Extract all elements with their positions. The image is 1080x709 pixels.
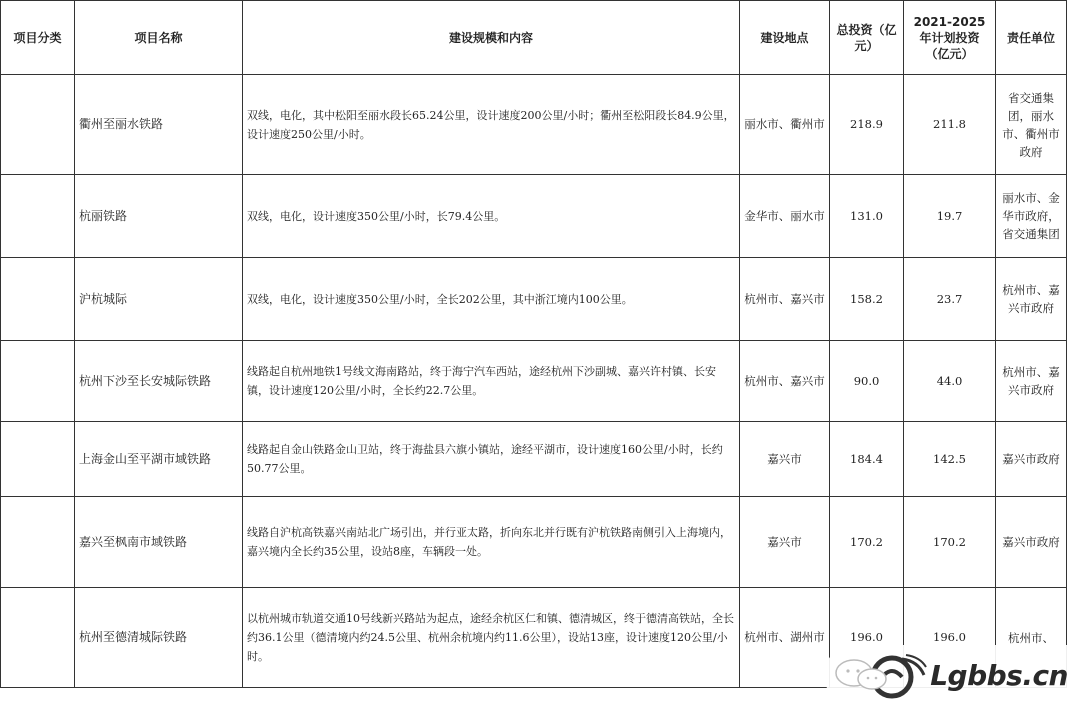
- cell-content: 双线，电化，设计速度350公里/小时，全长202公里，其中浙江境内100公里。: [243, 258, 740, 341]
- cell-unit: 丽水市、金华市政府，省交通集团: [996, 175, 1067, 258]
- cell-content: 双线，电化，其中松阳至丽水段长65.24公里，设计速度200公里/小时；衢州至松阳段长84.9公里，设计速度250公里/小时。: [243, 75, 740, 175]
- cell-plan: 196.0: [904, 588, 996, 688]
- cell-unit: 杭州市、嘉兴市政府: [996, 341, 1067, 422]
- cell-unit: 嘉兴市政府: [996, 422, 1067, 497]
- site-watermark: [824, 645, 1074, 705]
- cell-name: 上海金山至平湖市域铁路: [75, 422, 243, 497]
- site-watermark-text: Lgbbs.cn: [930, 658, 1068, 692]
- cell-plan: 142.5: [904, 422, 996, 497]
- cell-category: [1, 588, 75, 688]
- cell-total: 218.9: [830, 75, 904, 175]
- cell-name: 嘉兴至枫南市域铁路: [75, 497, 243, 588]
- header-total-invest: 总投资（亿元）: [830, 1, 904, 75]
- cell-location: 杭州市、嘉兴市: [740, 258, 830, 341]
- cell-total: 170.2: [830, 497, 904, 588]
- cell-plan: 44.0: [904, 341, 996, 422]
- cell-name: 杭州下沙至长安城际铁路: [75, 341, 243, 422]
- cell-total: 131.0: [830, 175, 904, 258]
- cell-plan: 170.2: [904, 497, 996, 588]
- cell-total: 158.2: [830, 258, 904, 341]
- cell-location: 杭州市、湖州市: [740, 588, 830, 688]
- table-row: [1, 258, 1067, 341]
- header-row: [1, 1, 1067, 75]
- cell-category: [1, 258, 75, 341]
- cell-content: 以杭州城市轨道交通10号线新兴路站为起点，途经余杭区仁和镇、德清城区，终于德清高铁站，全长约36.1公里（德清境内约24.5公里、杭州余杭境内约11.6公里），设站13座，设计速度120公里/小时。: [243, 588, 740, 688]
- cell-category: [1, 175, 75, 258]
- cell-total: 196.0: [830, 588, 904, 688]
- cell-plan: 211.8: [904, 75, 996, 175]
- cell-total: 184.4: [830, 422, 904, 497]
- header-plan-invest: 2021-2025年计划投资（亿元）: [904, 1, 996, 75]
- cell-unit: 杭州市、嘉兴市政府: [996, 258, 1067, 341]
- cell-location: 丽水市、衢州市: [740, 75, 830, 175]
- cell-category: [1, 75, 75, 175]
- header-location: 建设地点: [740, 1, 830, 75]
- cell-content: 线路起自杭州地铁1号线文海南路站，终于海宁汽车西站，途经杭州下沙副城、嘉兴许村镇、长安镇，设计速度120公里/小时，全长约22.7公里。: [243, 341, 740, 422]
- cell-category: [1, 422, 75, 497]
- cell-unit: 嘉兴市政府: [996, 497, 1067, 588]
- cell-category: [1, 497, 75, 588]
- cell-name: 杭州至德清城际铁路: [75, 588, 243, 688]
- cell-location: 嘉兴市: [740, 422, 830, 497]
- cell-name: 沪杭城际: [75, 258, 243, 341]
- cell-unit: 省交通集团，丽水市、衢州市政府: [996, 75, 1067, 175]
- header-content: 建设规模和内容: [243, 1, 740, 75]
- cell-plan: 23.7: [904, 258, 996, 341]
- cell-location: 嘉兴市: [740, 497, 830, 588]
- cell-content: 线路起自金山铁路金山卫站，终于海盐县六旗小镇站，途经平湖市，设计速度160公里/小时，长约50.77公里。: [243, 422, 740, 497]
- cell-unit: 杭州市、: [996, 588, 1067, 688]
- cell-category: [1, 341, 75, 422]
- cell-name: 衢州至丽水铁路: [75, 75, 243, 175]
- table-row: [1, 175, 1067, 258]
- header-name: 项目名称: [75, 1, 243, 75]
- table-row: [1, 341, 1067, 422]
- cell-total: 90.0: [830, 341, 904, 422]
- cell-plan: 19.7: [904, 175, 996, 258]
- cell-content: 双线，电化，设计速度350公里/小时，长79.4公里。: [243, 175, 740, 258]
- cell-content: 线路自沪杭高铁嘉兴南站北广场引出，并行亚太路，折向东北并行既有沪杭铁路南侧引入上海境内，嘉兴境内全长约35公里，设站8座，车辆段一处。: [243, 497, 740, 588]
- chat-bubble-icon: [832, 655, 892, 695]
- table-row: [1, 75, 1067, 175]
- table-row: [1, 422, 1067, 497]
- header-category: 项目分类: [1, 1, 75, 75]
- cell-location: 金华市、丽水市: [740, 175, 830, 258]
- table-row: [1, 497, 1067, 588]
- cell-location: 杭州市、嘉兴市: [740, 341, 830, 422]
- cell-name: 杭丽铁路: [75, 175, 243, 258]
- header-responsible: 责任单位: [996, 1, 1067, 75]
